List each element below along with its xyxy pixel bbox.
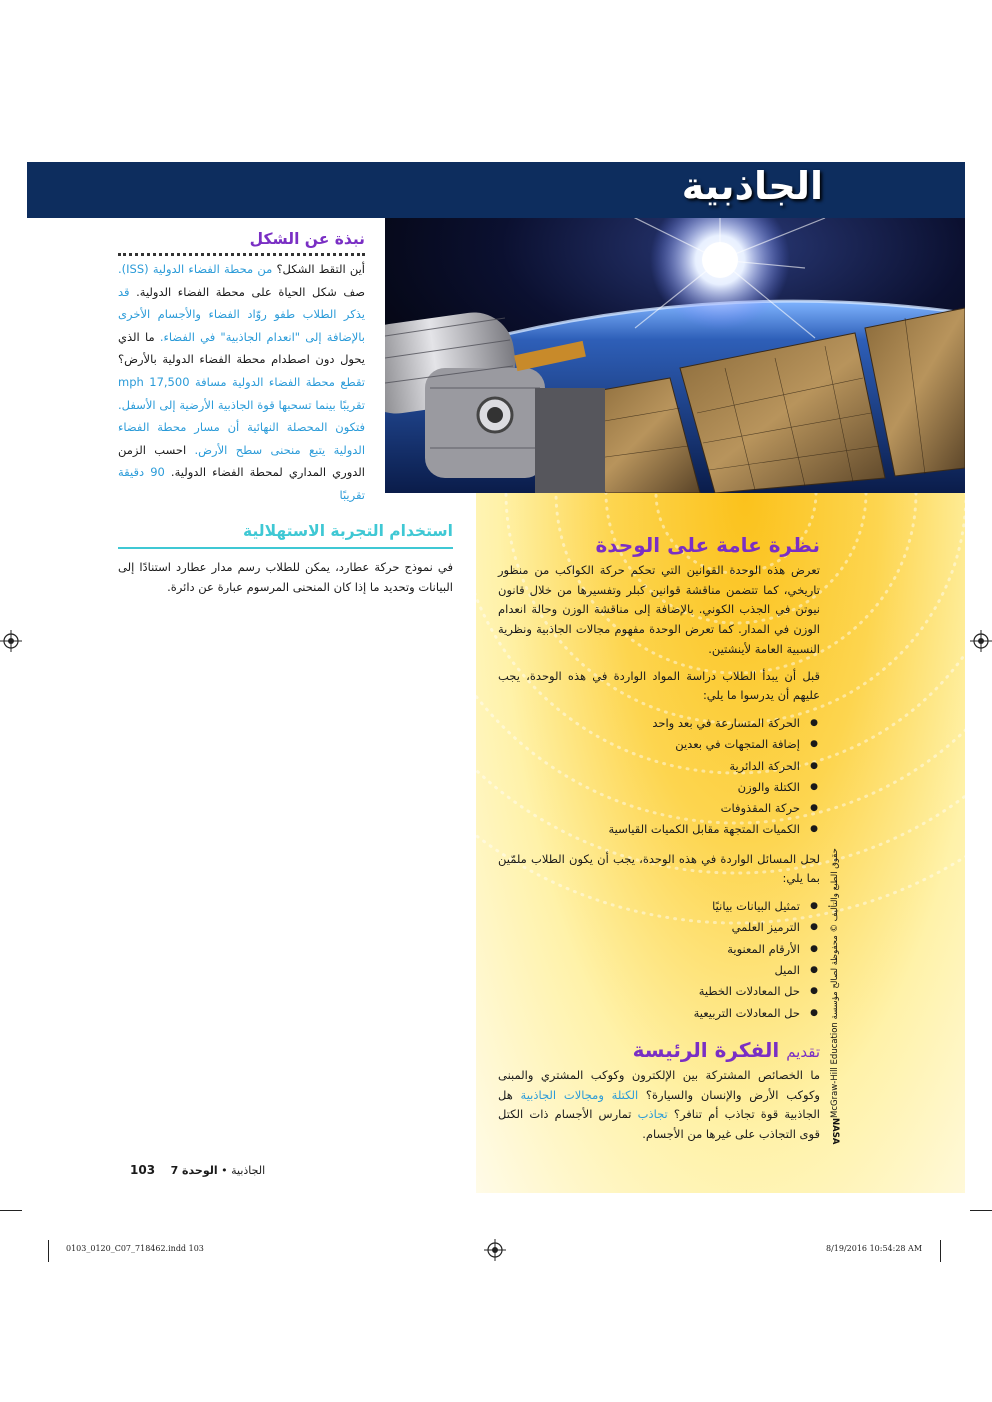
crop-mark xyxy=(970,1210,992,1211)
date-slug: 8/19/2016 10:54:28 AM xyxy=(826,1244,923,1253)
question-text: ما الخصائص المشتركة بين الإلكترون وكوكب المشتري والمبنى وكوكب الأرض والإنسان والسيارة؟ xyxy=(498,1067,820,1102)
question-text: أين التقط الشكل؟ xyxy=(272,262,365,276)
iss-photo xyxy=(385,218,965,493)
page-number: 103 xyxy=(130,1163,156,1177)
big-idea-body xyxy=(498,1066,820,1145)
photo-credit: NASA xyxy=(830,1118,840,1145)
registration-mark-icon xyxy=(0,630,22,652)
answer-text: قد يذكر الطلاب طفو روّاد الفضاء والأجسام الأخرى بالإضافة إلى "انعدام الجاذبية" في الفضاء. xyxy=(118,284,365,344)
chapter-title: الجاذبية xyxy=(681,164,823,208)
answer-text: تجاذب xyxy=(637,1107,668,1122)
footer-separator: • xyxy=(221,1164,228,1177)
list-item: ● الحركة الدائرية xyxy=(498,756,820,777)
overview-content xyxy=(498,533,820,1152)
overview-title: نظرة عامة على الوحدة xyxy=(595,533,820,557)
caption-title: نبذة عن الشكل xyxy=(118,230,365,256)
overview-panel xyxy=(476,493,965,1193)
list-item: ● الميل xyxy=(498,960,820,981)
math-skills-intro: لحل المسائل الواردة في هذه الوحدة، يجب أن يكون الطلاب ملمّين بما يلي: xyxy=(498,851,820,886)
question-text: تمارس الأجسام ذات الكتل قوى التجاذب على غيرها من الأجسام. xyxy=(498,1107,820,1141)
big-idea-title-main: الفكرة الرئيسة xyxy=(632,1037,780,1062)
list-item: ● الكميات المتجهة مقابل الكميات القياسية xyxy=(498,819,820,840)
crop-mark xyxy=(940,1240,941,1262)
caption-body xyxy=(118,256,365,507)
answer-text: الكتلة ومجالات الجاذبية xyxy=(520,1087,639,1102)
list-item: ● حل المعادلات الخطية xyxy=(498,981,820,1002)
file-slug: 0103_0120_C07_718462.indd 103 xyxy=(66,1244,204,1253)
big-idea-title xyxy=(498,1038,820,1062)
question-text: صف شكل الحياة على محطة الفضاء الدولية. xyxy=(129,284,365,299)
list-item: ● تمثيل البيانات بيانيًا xyxy=(498,896,820,917)
crop-mark xyxy=(0,1210,22,1211)
unit-label: الوحدة 7 xyxy=(170,1164,218,1177)
answer-text: تقطع محطة الفضاء الدولية مسافة 17,500 mph تقريبًا بينما تسحبها قوة الجاذبية الأرضية إلى الأسفل. فتكون المحصلة النهائية أن مسار محطة الفضاء الدولية يتبع منحنى سطح الأرض. xyxy=(118,374,366,457)
list-item: ● الحركة المتسارعة في بعد واحد xyxy=(498,713,820,734)
math-skills-list xyxy=(498,896,820,1024)
list-item: ● حل المعادلات التربيعية xyxy=(498,1003,820,1024)
list-item: ● الكتلة والوزن xyxy=(498,777,820,798)
overview-paragraph: تعرض هذه الوحدة القوانين التي تحكم حركة الكواكب من منظور تاريخي، كما تتضمن مناقشة قوانين كبلر وتفسيرها من خلال قانون نيوتن في الجذب الكوني. بالإضافة إلى مناقشة الوزن وحالة انعدام الوزن في المدار. كما تعرض الوحدة مفهوم مجالات الجاذبية ونظرية النسبية العامة لأينشتين. xyxy=(498,563,820,656)
list-item: ● حركة المقذوفات xyxy=(498,798,820,819)
photo-caption-box xyxy=(118,230,365,507)
question-text: احسب الزمن الدوري المداري لمحطة الفضاء الدولية. xyxy=(118,442,365,480)
big-idea-title-prefix: تقديم xyxy=(786,1042,820,1061)
chapter-banner xyxy=(27,162,965,218)
launch-lab-title: استخدام التجربة الاستهلالية xyxy=(118,522,453,549)
chapter-name: الجاذبية xyxy=(231,1164,266,1177)
list-item: ● الأرقام المعنوية xyxy=(498,939,820,960)
list-item: ● الترميز العلمي xyxy=(498,917,820,938)
question-text: هل الجاذبية قوة تجاذب أم تنافر؟ xyxy=(498,1087,820,1122)
launch-lab-box xyxy=(118,522,453,597)
page-footer xyxy=(130,1163,265,1177)
publisher-credit: حقوق الطبع والتأليف © محفوظة لصالح مؤسسة McGraw-Hill Education xyxy=(830,848,840,1118)
answer-text: 90 دقيقة تقريبًا xyxy=(118,465,365,502)
list-item: ● إضافة المتجهات في بعدين xyxy=(498,734,820,755)
answer-text: من محطة الفضاء الدولية (ISS). xyxy=(118,262,273,276)
registration-mark-icon xyxy=(970,630,992,652)
prerequisites-intro: قبل أن يبدأ الطلاب دراسة المواد الواردة في هذه الوحدة، يجب عليهم أن يدرسوا ما يلي: xyxy=(498,668,820,703)
prerequisites-list xyxy=(498,713,820,841)
registration-mark-icon xyxy=(484,1239,506,1261)
question-text: ما الذي يحول دون اصطدام محطة الفضاء الدولية بالأرض؟ xyxy=(118,329,365,367)
launch-lab-body: في نموذج حركة عطارد، يمكن للطلاب رسم مدار عطارد استنادًا إلى البيانات وتحديد ما إذا كان المنحنى المرسوم عبارة عن دائرة. xyxy=(118,560,453,594)
crop-mark xyxy=(48,1240,49,1262)
